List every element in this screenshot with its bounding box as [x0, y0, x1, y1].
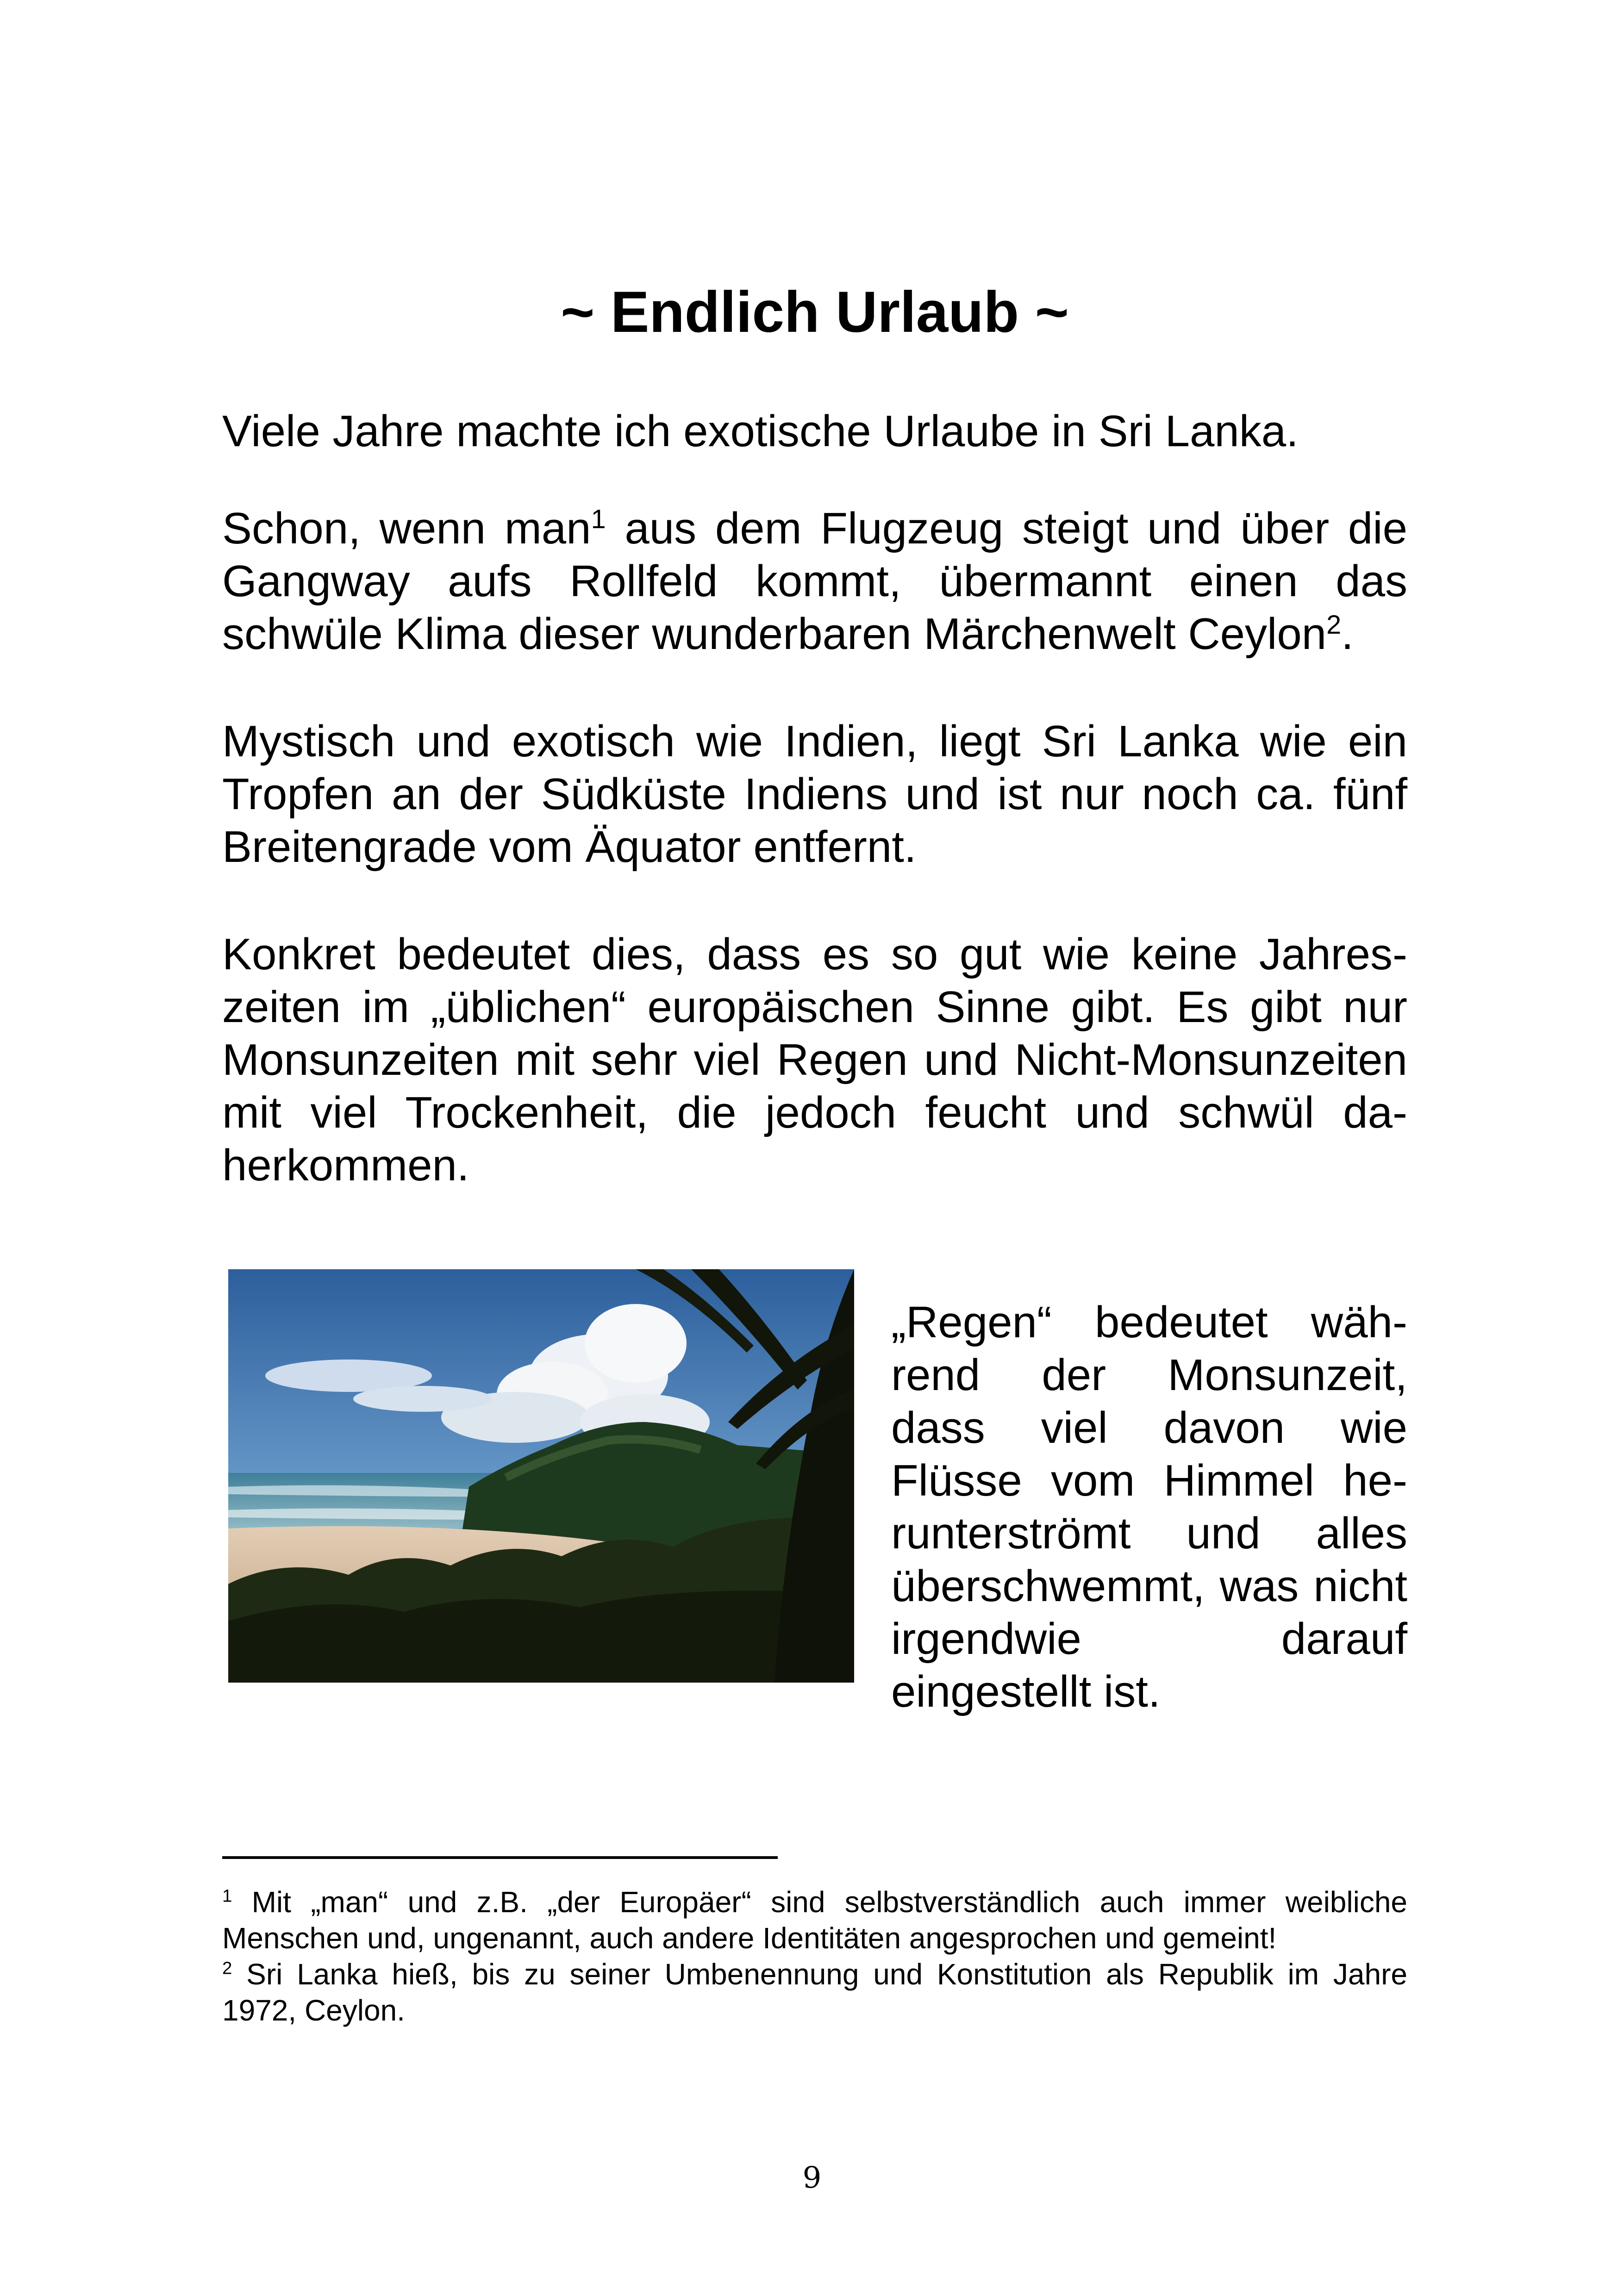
beach-photo [228, 1269, 854, 1683]
footnote-2-marker: 2 [222, 1958, 232, 1978]
page-number: 9 [802, 2161, 822, 2195]
page-title: ~ Endlich Urlaub ~ [561, 280, 1069, 344]
paragraph-seasons: Konkret bedeutet dies, dass es so gut wie keine Jahreszeiten im „üblichen“ europäischen Sinne gibt. Es gibt nur Monsunzeiten mit sehr viel Regen und Nicht-Monsunzeiten mit viel Trockenheit, die jedoch feucht und schwül daherkommen. [222, 929, 1407, 1190]
paragraph-rain: „Regen“ bedeutet während der Monsunzeit, dass viel davon wie Flüsse vom Himmel herunterströmt und alles überschwemmt, was nicht irgendwie darauf eingestellt ist. [891, 1297, 1407, 1716]
footnote-reference-1: 1 [591, 505, 606, 534]
footnote-reference-2: 2 [1326, 610, 1342, 640]
footnote-2 [222, 1956, 1407, 2028]
paragraph-intro: Viele Jahre machte ich exotische Urlaube in Sri Lanka. [222, 406, 1299, 456]
paragraph-location: Mystisch und exotisch wie Indien, liegt Sri Lanka wie ein Tropfen an der Südküste Indiens und ist nur noch ca. fünf Breitengrade vom Äquator entfernt. [222, 717, 1407, 872]
footnote-1-marker: 1 [222, 1886, 232, 1906]
paragraph-arrival-text-b: aus dem Flugzeug steigt und über die Gangway aufs Rollfeld kommt, übermannt einen das schwüle Klima dieser wunderbaren Märchenwelt Ceylon [222, 504, 1408, 659]
footnote-2-text: Sri Lanka hieß, bis zu seiner Umbenennung und Konstitution als Republik im Jahre 1972, Ceylon. [222, 1958, 1407, 2027]
paragraph-arrival-text-c: . [1341, 609, 1354, 659]
footnote-1-text: Mit „man“ und z.B. „der Europäer“ sind selbstverständlich auch immer weibliche Menschen und, ungenannt, auch andere Identitäten angesprochen und gemeint! [222, 1885, 1407, 1955]
paragraph-arrival [222, 502, 1407, 661]
paragraph-arrival-text-a: Schon, wenn man [222, 504, 591, 553]
footnotes [222, 1884, 1407, 2028]
footnote-1 [222, 1884, 1407, 1956]
footnote-divider [222, 1856, 778, 1859]
beach-palm-photo-icon [228, 1269, 854, 1683]
